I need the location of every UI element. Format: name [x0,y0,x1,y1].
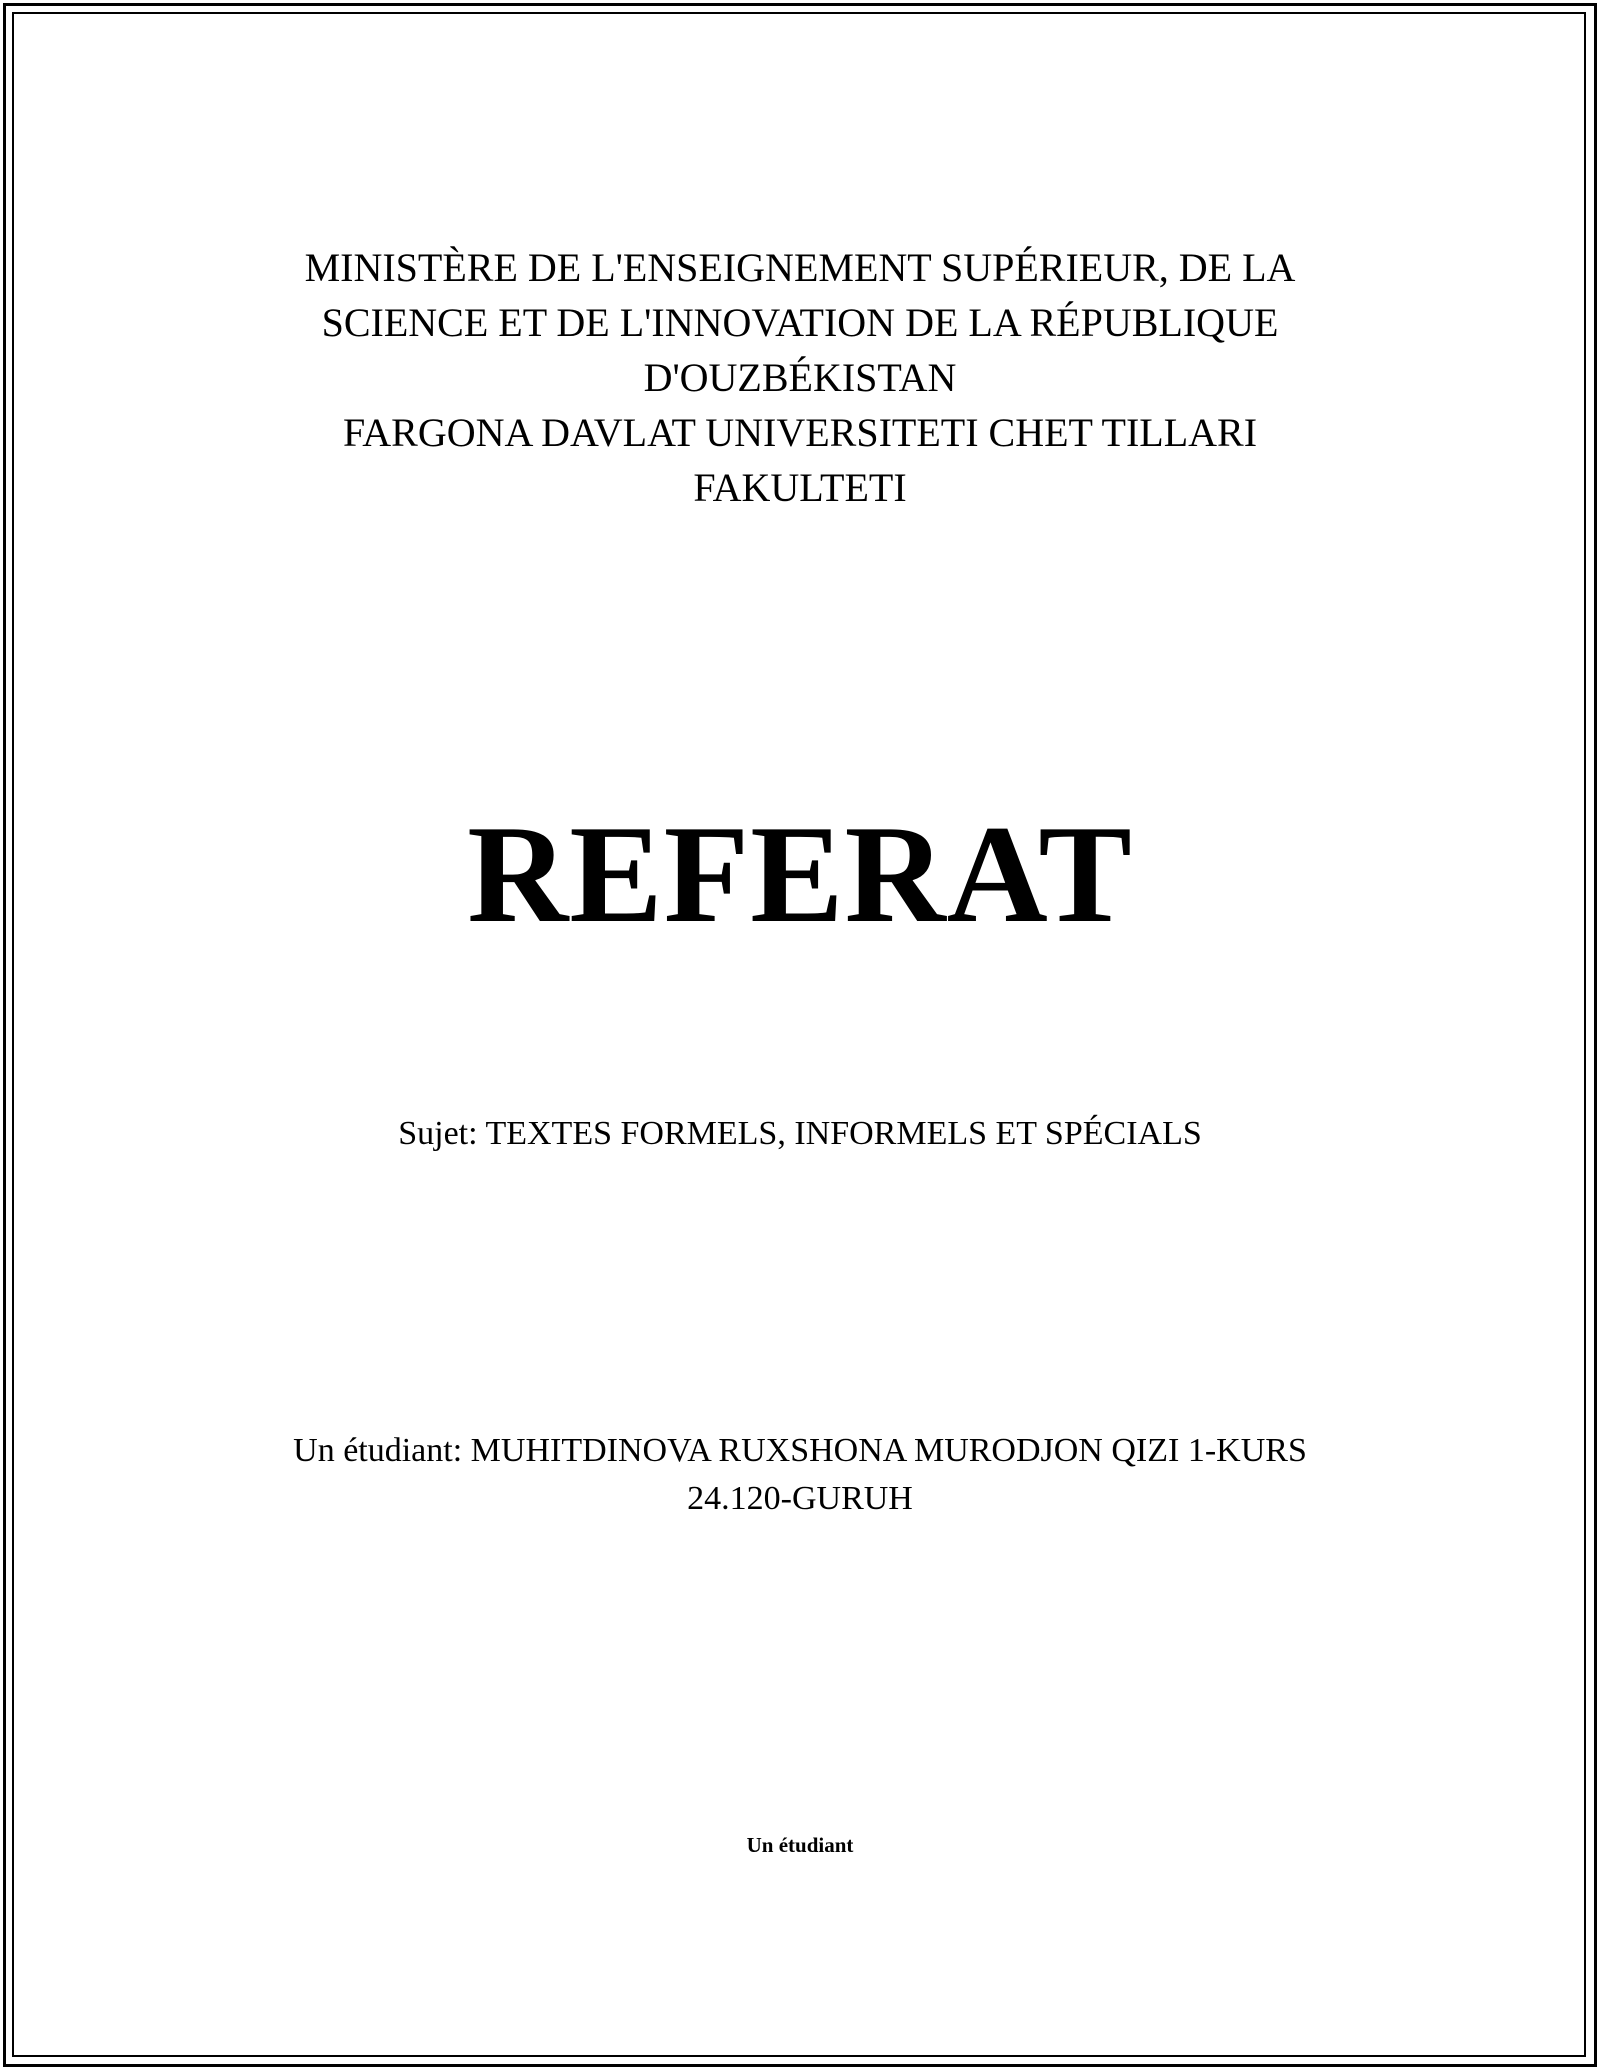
header-line: D'OUZBÉKISTAN [643,355,957,400]
institution-header [200,240,1400,515]
header-line: SCIENCE ET DE L'INNOVATION DE LA RÉPUBLIQUE [321,300,1279,345]
document-title: REFERAT [467,797,1133,952]
footer-label: Un étudiant [746,1833,854,1857]
header-line: FARGONA DAVLAT UNIVERSITETI CHET TILLARI [342,410,1258,455]
student-info [0,1427,1600,1523]
student-line: 24.120-GURUH [687,1480,913,1517]
student-line: Un étudiant: MUHITDINOVA RUXSHONA MURODJON QIZI 1-KURS [293,1432,1307,1469]
header-line: MINISTÈRE DE L'ENSEIGNEMENT SUPÉRIEUR, DE LA [304,245,1296,290]
subject-line: Sujet: TEXTES FORMELS, INFORMELS ET SPÉCIALS [398,1115,1202,1152]
header-line: FAKULTETI [693,465,907,510]
